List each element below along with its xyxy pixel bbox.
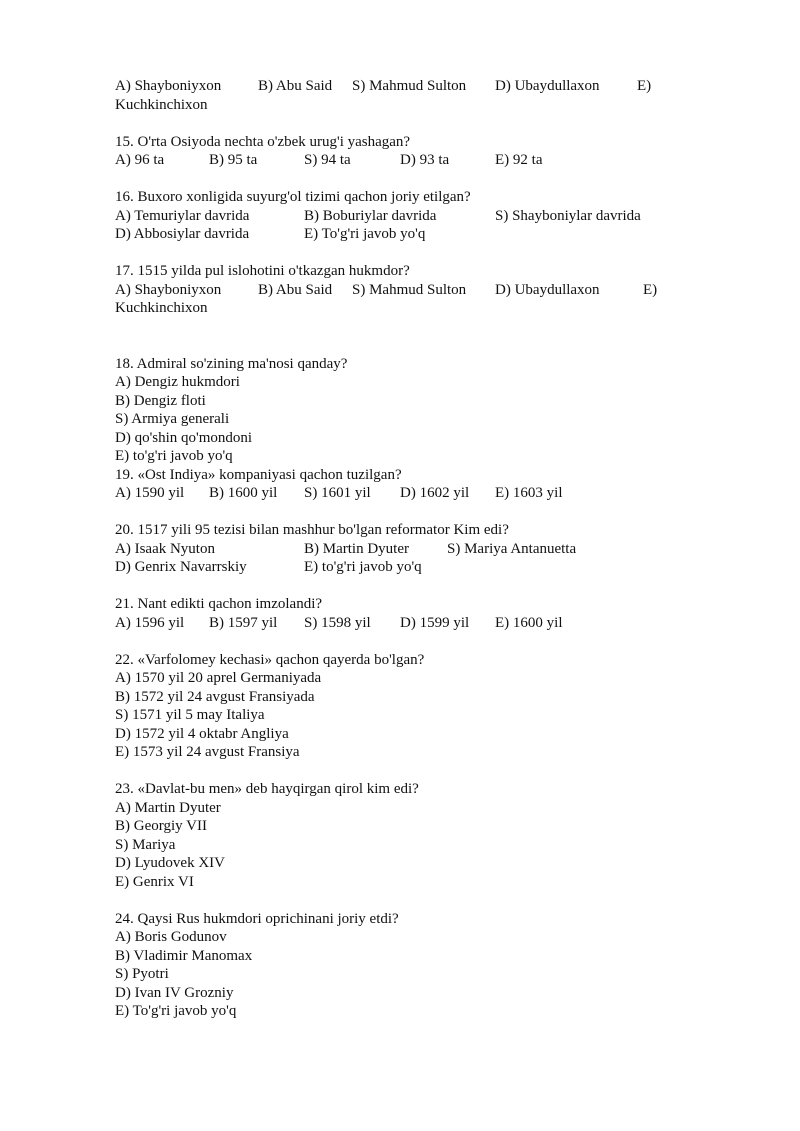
q22-option-d: D) 1572 yil 4 oktabr Angliya: [115, 725, 289, 742]
q24-option-e: E) To'g'ri javob yo'q: [115, 1003, 237, 1019]
q16-option-e: E) To'g'ri javob yo'q: [304, 226, 426, 242]
q19-option-a: A) 1590 yil: [115, 485, 185, 501]
q24-option-d: D) Ivan IV Grozniy: [115, 984, 234, 1001]
q18-question: 18. Admiral so'zining ma'nosi qanday?: [115, 355, 348, 372]
q21-option-e: E) 1600 yil: [495, 614, 563, 631]
q23-option-d: D) Lyudovek XIV: [115, 855, 225, 871]
q18-option-d: D) qo'shin qo'mondoni: [115, 429, 253, 446]
q19-option-b: B) 1600 yil: [209, 485, 278, 501]
q17-question: 17. 1515 yilda pul islohotini o'tkazgan hukmdor?: [115, 263, 410, 279]
q18-option-e: E) to'g'ri javob yo'q: [115, 448, 233, 464]
q15-option-s: S) 94 ta: [304, 152, 351, 168]
q20-option-e: E) to'g'ri javob yo'q: [304, 559, 422, 575]
q14-option-s: S) Mahmud Sulton: [352, 78, 467, 94]
q15-options-row: [115, 151, 675, 170]
q20-option-s: S) Mariya Antanuetta: [447, 540, 577, 557]
q17-option-e: E): [643, 281, 658, 298]
q14-option-e-wrap: Kuchkinchixon: [115, 96, 208, 113]
q17-option-s: S) Mahmud Sulton: [352, 281, 467, 298]
q23-question: 23. «Davlat-bu men» deb hayqirgan qirol kim edi?: [115, 781, 419, 797]
q14-option-d: D) Ubaydullaxon: [495, 78, 600, 94]
q21-options-row: [115, 614, 675, 633]
q22-option-e: E) 1573 yil 24 avgust Fransiya: [115, 744, 300, 760]
q17-option-a: A) Shayboniyxon: [115, 281, 222, 298]
q16-option-b: B) Boburiylar davrida: [304, 207, 437, 224]
q16-option-a: A) Temuriylar davrida: [115, 207, 250, 224]
q17-options-row: [115, 281, 675, 300]
q20-option-b: B) Martin Dyuter: [304, 540, 409, 557]
q15-option-d: D) 93 ta: [400, 152, 450, 168]
q16-options-row-1: [115, 207, 675, 226]
q21-option-s: S) 1598 yil: [304, 614, 371, 631]
q21-option-a: A) 1596 yil: [115, 614, 185, 631]
q21-option-b: B) 1597 yil: [209, 614, 278, 631]
q23-option-b: B) Georgiy VII: [115, 818, 207, 834]
q18-option-s: S) Armiya generali: [115, 411, 230, 427]
q24-option-s: S) Pyotri: [115, 966, 169, 982]
q22-question: 22. «Varfolomey kechasi» qachon qayerda bo'lgan?: [115, 651, 425, 668]
q18-option-a: A) Dengiz hukmdori: [115, 374, 240, 390]
q24-option-b: B) Vladimir Manomax: [115, 947, 253, 964]
q20-option-d: D) Genrix Navarrskiy: [115, 559, 247, 575]
q24-question: 24. Qaysi Rus hukmdori oprichinani joriy etdi?: [115, 910, 399, 927]
q22-option-b: B) 1572 yil 24 avgust Fransiyada: [115, 688, 315, 705]
q19-question: 19. «Ost Indiya» kompaniyasi qachon tuzilgan?: [115, 466, 402, 483]
q22-option-s: S) 1571 yil 5 may Italiya: [115, 707, 265, 723]
test-page: [115, 77, 675, 1021]
q20-options-row-1: [115, 540, 675, 559]
q23-option-s: S) Mariya: [115, 836, 176, 853]
q19-option-d: D) 1602 yil: [400, 485, 470, 501]
q17-option-e-wrap: Kuchkinchixon: [115, 300, 208, 316]
q14-option-b: B) Abu Said: [258, 78, 333, 94]
q16-option-d: D) Abbosiylar davrida: [115, 226, 250, 242]
q20-question: 20. 1517 yili 95 tezisi bilan mashhur bo'lgan reformator Kim edi?: [115, 522, 509, 538]
q15-option-e: E) 92 ta: [495, 152, 543, 168]
q21-question: 21. Nant edikti qachon imzolandi?: [115, 596, 323, 612]
q14-options-row: [115, 77, 675, 96]
q14-option-e: E): [637, 78, 652, 94]
q20-option-a: A) Isaak Nyuton: [115, 540, 215, 557]
q16-option-s: S) Shayboniylar davrida: [495, 207, 641, 224]
q22-option-a: A) 1570 yil 20 aprel Germaniyada: [115, 670, 322, 686]
q17-option-b: B) Abu Said: [258, 281, 333, 298]
q23-option-e: E) Genrix VI: [115, 873, 194, 890]
q20-options-row-2: [115, 558, 675, 577]
q16-options-row-2: [115, 225, 675, 244]
q15-option-a: A) 96 ta: [115, 152, 165, 168]
q15-question: 15. O'rta Osiyoda nechta o'zbek urug'i yashagan?: [115, 133, 411, 150]
q16-question: 16. Buxoro xonligida suyurg'ol tizimi qachon joriy etilgan?: [115, 189, 471, 205]
q19-option-e: E) 1603 yil: [495, 485, 563, 501]
q19-options-row: [115, 484, 675, 503]
q17-option-d: D) Ubaydullaxon: [495, 281, 600, 298]
q14-option-a: A) Shayboniyxon: [115, 78, 222, 94]
q24-option-a: A) Boris Godunov: [115, 929, 227, 945]
q21-option-d: D) 1599 yil: [400, 614, 470, 631]
q23-option-a: A) Martin Dyuter: [115, 799, 221, 816]
q19-option-s: S) 1601 yil: [304, 485, 371, 501]
q15-option-b: B) 95 ta: [209, 152, 258, 168]
q18-option-b: B) Dengiz floti: [115, 392, 206, 409]
